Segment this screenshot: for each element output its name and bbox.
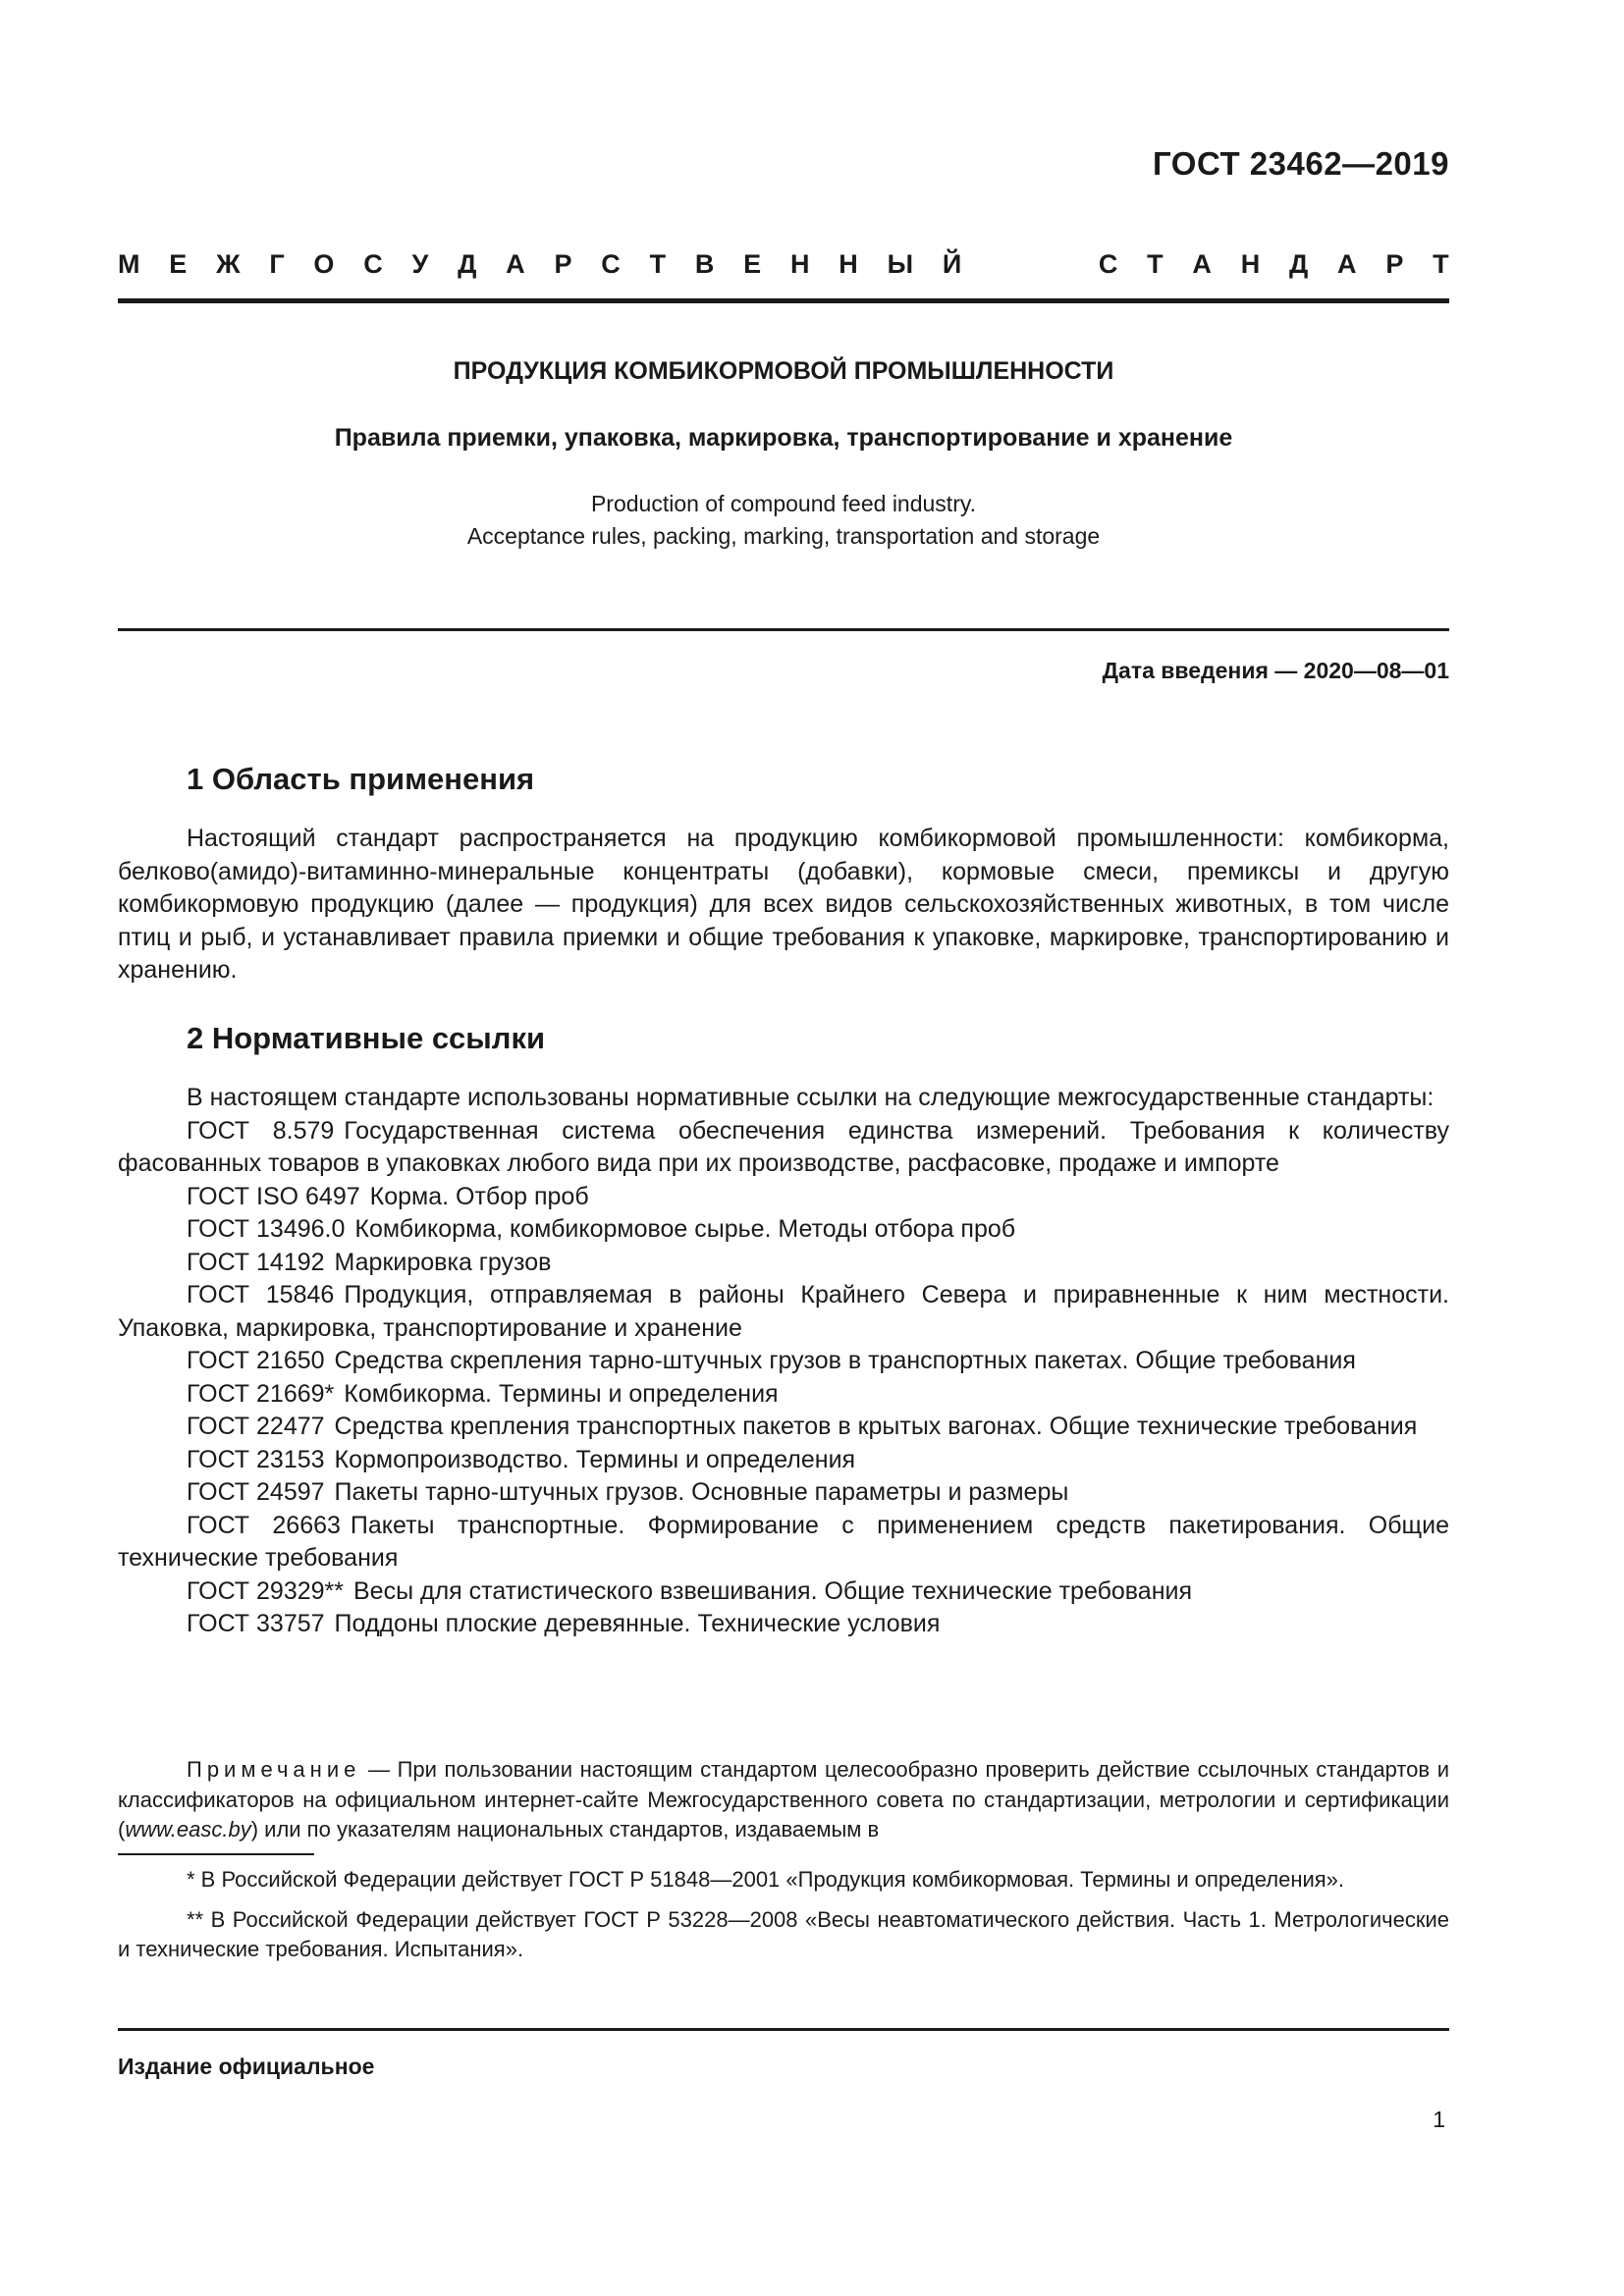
reference-code: ГОСТ 26663 bbox=[187, 1511, 341, 1539]
banner-letter: Е bbox=[169, 249, 188, 279]
reference-item bbox=[118, 1345, 1449, 1378]
reference-code: ГОСТ 15846 bbox=[187, 1281, 335, 1308]
banner-letter: В bbox=[694, 249, 715, 279]
scope-paragraph: Настоящий стандарт распространяется на продукцию комбикормовой промышленности: комбикорма, белково(амидо)-витаминно-минеральные концентраты (добавки), кормовые смеси, премиксы и другую комбикормовую продукцию (далее — продукция) для всех видов сельскохозяйственных животных, в том числе птиц и рыб, и устанавливает правила приемки и общие требования к упаковке, маркировке, транспортированию и хранению. bbox=[118, 825, 1449, 984]
reference-item bbox=[118, 1378, 1449, 1412]
reference-item bbox=[118, 1279, 1449, 1345]
reference-item bbox=[118, 1247, 1449, 1280]
document-title-ru: ПРОДУКЦИЯ КОМБИКОРМОВОЙ ПРОМЫШЛЕННОСТИ bbox=[453, 357, 1114, 385]
banner-letter: Н bbox=[839, 249, 858, 279]
reference-item bbox=[118, 1181, 1449, 1214]
reference-title: Государственная система обеспечения единства измерений. Требования к количеству фасованных товаров в упаковках любого вида при их производстве, расфасовке, продаже и импорте bbox=[118, 1116, 1449, 1177]
reference-item bbox=[118, 1115, 1449, 1181]
title-divider bbox=[118, 628, 1449, 631]
reference-title: Поддоны плоские деревянные. Технические условия bbox=[334, 1610, 941, 1637]
reference-item bbox=[118, 1510, 1449, 1575]
banner-letter: Д bbox=[1289, 249, 1309, 279]
header-divider bbox=[118, 298, 1449, 303]
page-number: 1 bbox=[1433, 2107, 1445, 2132]
banner-letter: Ж bbox=[216, 249, 241, 279]
banner-letter: У bbox=[411, 249, 429, 279]
banner-letter: Д bbox=[458, 249, 477, 279]
banner-letter: Е bbox=[743, 249, 762, 279]
banner-letter: Р bbox=[1385, 249, 1404, 279]
reference-item bbox=[118, 1476, 1449, 1510]
reference-title: Пакеты тарно-штучных грузов. Основные параметры и размеры bbox=[334, 1478, 1069, 1506]
standard-designation: ГОСТ 23462—2019 bbox=[1153, 145, 1449, 182]
reference-code: ГОСТ 22477 bbox=[187, 1413, 325, 1440]
document-subtitle-ru: Правила приемки, упаковка, маркировка, транспортирование и хранение bbox=[334, 424, 1233, 452]
banner-letter: Ы bbox=[887, 249, 914, 279]
reference-code: ГОСТ 13496.0 bbox=[187, 1215, 346, 1243]
reference-item bbox=[118, 1608, 1449, 1641]
title-en-line: Production of compound feed industry. bbox=[590, 491, 977, 516]
banner-letter: Г bbox=[269, 249, 285, 279]
references-intro: В настоящем стандарте использованы нормативные ссылки на следующие межгосударственные стандарты: bbox=[187, 1084, 1435, 1111]
banner-letter: М bbox=[118, 249, 140, 279]
title-en-line: Acceptance rules, packing, marking, transportation and storage bbox=[466, 523, 1101, 549]
banner-letter: Т bbox=[1147, 249, 1164, 279]
reference-code: ГОСТ 21669* bbox=[187, 1379, 335, 1408]
reference-code: ГОСТ 23153 bbox=[187, 1445, 325, 1473]
reference-item bbox=[118, 1213, 1449, 1247]
banner-letter: С bbox=[1098, 249, 1118, 279]
banner-letter: А bbox=[1192, 249, 1212, 279]
banner-word-gap bbox=[991, 249, 1069, 280]
introduction-date: Дата введения — 2020—08—01 bbox=[1102, 658, 1449, 683]
reference-code: ГОСТ ISO 6497 bbox=[187, 1182, 360, 1210]
note-text: — При пользовании настоящим стандартом целесообразно проверить действие ссылочных стандартов и классификаторов на официальном интернет-сайте Межгосударственного совета по стандартизации, метрологии и сертификации ( bbox=[118, 1757, 1449, 1842]
footnote-2: ** В Российской Федерации действует ГОСТ Р 53228—2008 «Весы неавтоматического действия. Часть 1. Метрологические и технические требования. Испытания». bbox=[118, 1906, 1449, 1961]
reference-title: Продукция, отправляемая в районы Крайнего Севера и приравненные к ним местности. Упаковка, маркировка, транспортирование и хранение bbox=[118, 1281, 1450, 1342]
footnote-1: * В Российской Федерации действует ГОСТ Р 51848—2001 «Продукция комбикормовая. Термины и определения». bbox=[187, 1867, 1345, 1892]
banner-letter: Т bbox=[1433, 249, 1449, 279]
reference-code: ГОСТ 8.579 bbox=[187, 1116, 335, 1145]
reference-title: Весы для статистического взвешивания. Общие технические требования bbox=[353, 1576, 1193, 1605]
reference-code: ГОСТ 21650 bbox=[187, 1347, 325, 1374]
reference-title: Средства крепления транспортных пакетов в крытых вагонах. Общие технические требования bbox=[334, 1413, 1418, 1440]
reference-title: Корма. Отбор проб bbox=[369, 1182, 589, 1210]
note-label: Примечание bbox=[187, 1757, 361, 1782]
reference-title: Кормопроизводство. Термины и определения bbox=[334, 1445, 856, 1473]
reference-item bbox=[118, 1411, 1449, 1444]
footer-divider bbox=[118, 2028, 1449, 2031]
section-heading-scope: 1 Область применения bbox=[187, 762, 535, 796]
banner-letter: Н bbox=[789, 249, 810, 279]
banner-letter: С bbox=[363, 249, 383, 279]
normative-references bbox=[118, 1082, 1449, 1641]
footnotes bbox=[118, 1865, 1449, 1975]
reference-title: Комбикорма, комбикормовое сырье. Методы отбора проб bbox=[354, 1215, 1016, 1243]
edition-label: Издание официальное bbox=[118, 2054, 375, 2079]
reference-title: Средства скрепления тарно-штучных грузов в транспортных пакетах. Общие требования bbox=[334, 1347, 1356, 1374]
reference-item bbox=[118, 1575, 1449, 1609]
reference-code: ГОСТ 24597 bbox=[187, 1478, 325, 1506]
banner-letter: Й bbox=[942, 249, 962, 279]
reference-item bbox=[118, 1444, 1449, 1477]
reference-title: Маркировка грузов bbox=[334, 1248, 552, 1276]
banner-letter: А bbox=[506, 249, 525, 279]
banner-letter: О bbox=[313, 249, 335, 279]
note-link[interactable]: www.easc.by bbox=[125, 1817, 251, 1842]
note-text-end: ) или по указателям национальных стандартов, издаваемым в bbox=[250, 1817, 880, 1842]
references-note bbox=[118, 1755, 1449, 1845]
banner-letter: Р bbox=[554, 249, 572, 279]
banner-letter: Т bbox=[649, 249, 667, 279]
standard-type-banner bbox=[118, 249, 1449, 280]
reference-title: Комбикорма. Термины и определения bbox=[344, 1379, 779, 1408]
reference-code: ГОСТ 29329** bbox=[187, 1576, 344, 1605]
reference-code: ГОСТ 14192 bbox=[187, 1248, 325, 1276]
banner-letter: Н bbox=[1240, 249, 1261, 279]
banner-letter: А bbox=[1337, 249, 1357, 279]
banner-letter: С bbox=[601, 249, 621, 279]
document-title-en bbox=[118, 488, 1449, 553]
footnote-separator bbox=[118, 1853, 314, 1855]
reference-code: ГОСТ 33757 bbox=[187, 1610, 325, 1637]
section-heading-references: 2 Нормативные ссылки bbox=[187, 1021, 546, 1055]
reference-title: Пакеты транспортные. Формирование с применением средств пакетирования. Общие технические требования bbox=[118, 1511, 1449, 1572]
